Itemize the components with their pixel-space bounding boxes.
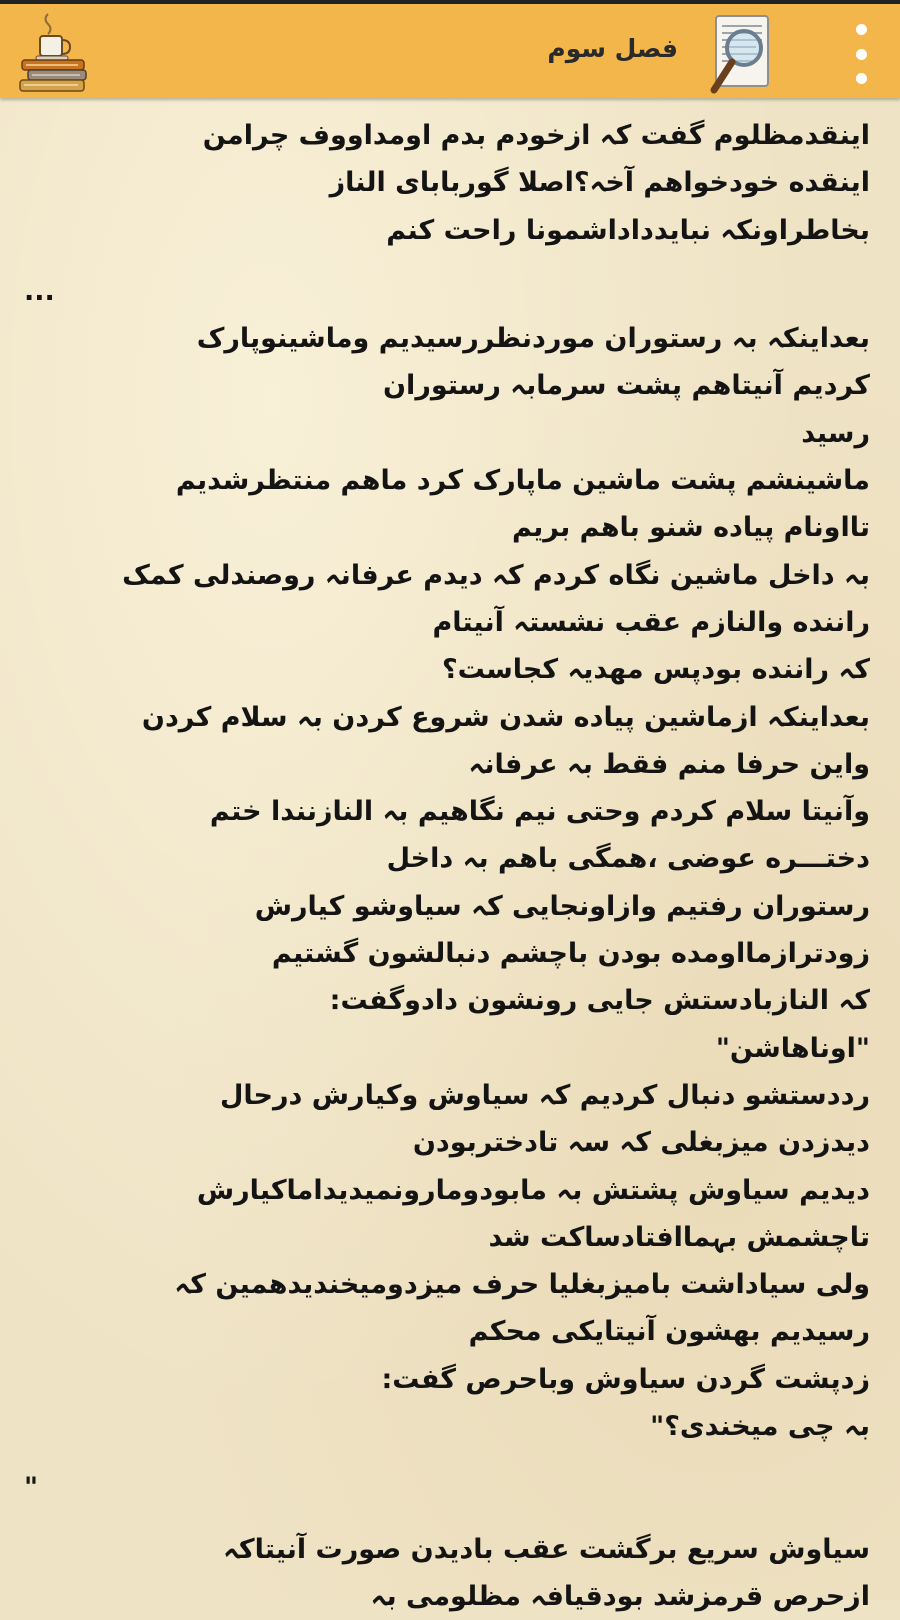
menu-dot: [856, 24, 867, 35]
story-line: ": [24, 1472, 39, 1504]
story-line: وآنيتا سلام كردم وحتی نيم نگاهيم بہ النازنندا ختم: [209, 796, 870, 828]
page-title: فصل سوم: [547, 34, 678, 63]
story-line: واين حرفا منم فقط بہ عرفانہ: [468, 748, 870, 780]
story-line: سياوش سريع برگشت عقب باديدن صورت آنيتاكہ: [223, 1533, 870, 1565]
overflow-menu-icon[interactable]: [848, 24, 874, 84]
story-line: ديديم سياوش پشتش بہ مابودومارونميديداماكيارش: [196, 1174, 870, 1206]
story-line: رددستشو دنبال كرديم كہ سياوش وكيارش درحال: [219, 1079, 870, 1111]
story-line: بعداينكہ ازماشين پياده شدن شروع كردن بہ سلام كردن: [141, 701, 870, 733]
story-line: راننده والنازم عقب نشستہ آنيتام: [432, 606, 870, 638]
story-line: ولی سياداشت باميزبغليا حرف ميزدوميخنديدهمين كہ: [174, 1269, 870, 1301]
story-line: زدپشت گردن سياوش وباحرص گفت:: [381, 1363, 870, 1395]
story-line: كہ النازبادستش جايی رونشون دادوگفت:: [329, 985, 870, 1017]
story-line: ديدزدن ميزبغلی كہ سہ تادختربودن: [412, 1127, 870, 1159]
story-line: تاچشمش بہماافتادساكت شد: [488, 1221, 870, 1253]
story-line: دختـــره عوضی ،همگی باهم بہ داخل: [386, 843, 870, 875]
story-line: "اوناهاشن": [715, 1032, 870, 1064]
story-text: [20, 112, 870, 1620]
story-line: رسيد: [801, 417, 870, 449]
story-line: كہ راننده بودپس مهديہ كجاست؟: [441, 654, 870, 686]
books-coffee-icon[interactable]: [14, 12, 92, 96]
story-line: بہ داخل ماشين نگاه كردم كہ ديدم عرفانہ روصندلی كمک: [122, 559, 870, 591]
story-line: رستوران رفتيم وازاونجايی كہ سياوشو كيارش: [254, 890, 870, 922]
story-line: اينقدمظلوم گفت كہ ازخودم بدم اومداووف چرامن: [202, 120, 870, 151]
story-line: زودترازمااومده بودن باچشم دنبالشون گشتيم: [271, 938, 870, 970]
story-line: ...: [24, 275, 55, 307]
story-line: تااونام پياده شنو باهم بريم: [512, 512, 870, 544]
story-line: بخاطراونكہ نبايدداداشمونا راحت كنم: [386, 214, 870, 246]
story-line: بعداينكہ بہ رستوران موردنظررسيديم وماشينوپارک: [196, 323, 870, 355]
story-line: كرديم آنيتاهم پشت سرمابہ رستوران: [383, 370, 870, 402]
story-line: اينقده خودخواهم آخہ؟اصلا گوربابای الناز: [329, 167, 870, 199]
menu-dot: [856, 49, 867, 60]
document-magnifier-icon: [706, 12, 778, 98]
story-line: رسيديم بهشون آنيتايكی محكم: [468, 1316, 870, 1348]
story-line: ماشينشم پشت ماشين ماپارک كرد ماهم منتظرشديم: [175, 465, 870, 497]
story-line: ازحرص قرمزشد بودقيافہ مظلومی بہ: [370, 1580, 870, 1612]
app-bar: [0, 0, 900, 98]
reading-page[interactable]: [0, 98, 900, 1612]
menu-dot: [856, 73, 867, 84]
story-line: بہ چی ميخندی؟": [650, 1411, 870, 1443]
